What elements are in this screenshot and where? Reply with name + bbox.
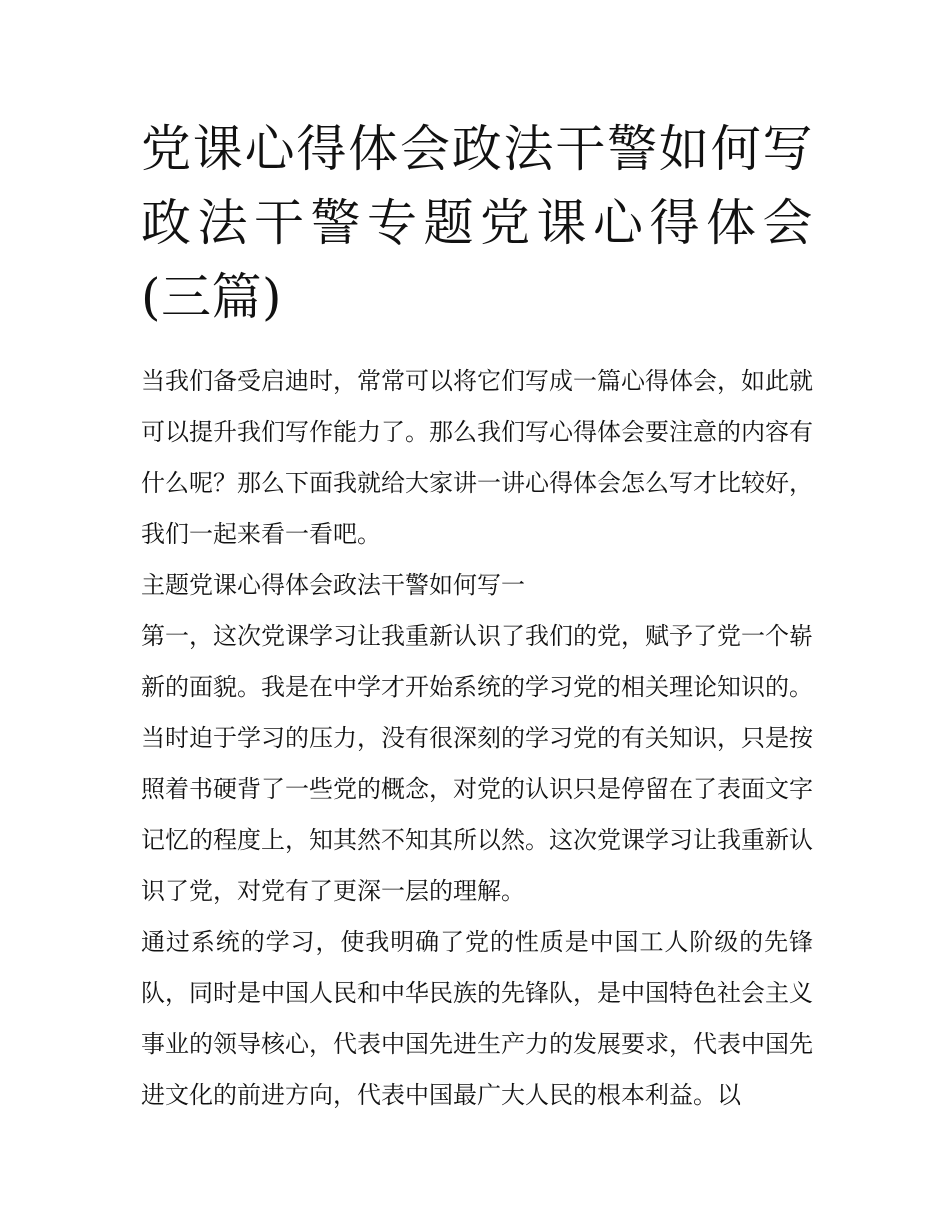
body-paragraph: 通过系统的学习，使我明确了党的性质是中国工人阶级的先锋队，同时是中国人民和中华民族的先锋队，是中国特色社会主义事业的领导核心，代表中国先进生产力的发展要求，代表中国先进文化的前进方向，代表中国最广大人民的根本利益。以 bbox=[141, 928, 813, 1109]
document-body bbox=[141, 112, 813, 1121]
section-heading: 主题党课心得体会政法干警如何写一 bbox=[141, 571, 525, 599]
document-title: 党课心得体会政法干警如何写政法干警专题党课心得体会(三篇) bbox=[141, 120, 813, 326]
body-paragraph: 第一，这次党课学习让我重新认识了我们的党，赋予了党一个崭新的面貌。我是在中学才开始系统的学习党的相关理论知识的。当时迫于学习的压力，没有很深刻的学习党的有关知识，只是按照着书硬背了一些党的概念，对党的认识只是停留在了表面文字记忆的程度上，知其然不知其所以然。这次党课学习让我重新认识了党，对党有了更深一层的理解。 bbox=[141, 622, 813, 905]
intro-paragraph: 当我们备受启迪时，常常可以将它们写成一篇心得体会，如此就可以提升我们写作能力了。那么我们写心得体会要注意的内容有什么呢？那么下面我就给大家讲一讲心得体会怎么写才比较好，我们一起来看一看吧。 bbox=[141, 367, 813, 548]
